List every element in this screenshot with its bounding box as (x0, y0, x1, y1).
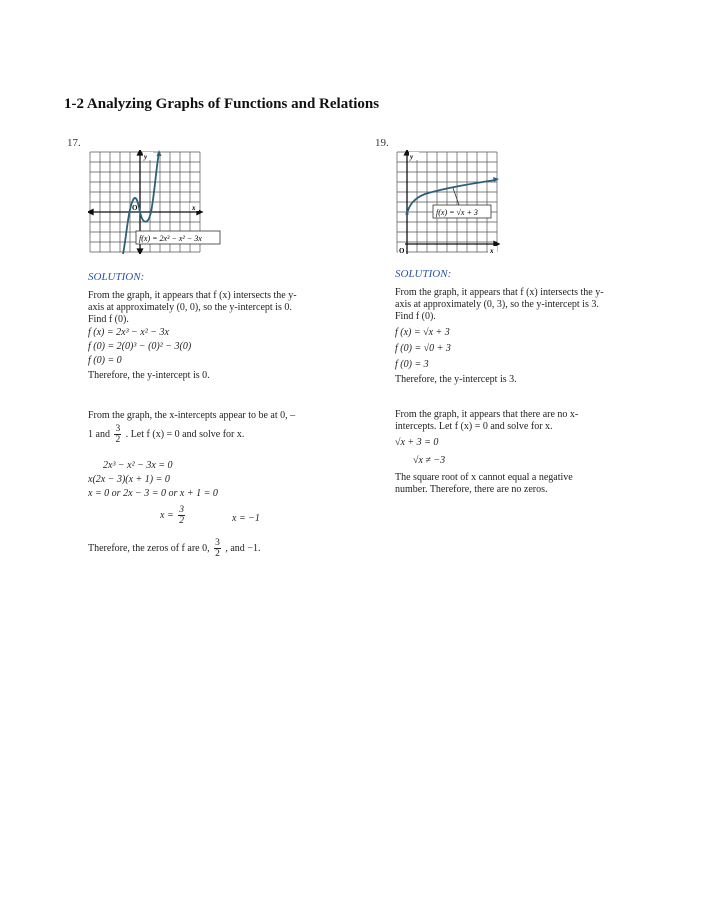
problem-19-yint-conclusion: Therefore, the y-intercept is 3. (395, 374, 517, 385)
zeros-pre: Therefore, the zeros of f are 0, (88, 542, 210, 554)
zeros-post: , and −1. (225, 542, 261, 554)
step-4-pre: x = (160, 509, 174, 521)
graph-x-label: x (490, 247, 494, 255)
problem-17-solution-label: SOLUTION: (88, 271, 145, 283)
problem-19-eq3: f (0) = 3 (395, 359, 429, 370)
problem-19-solution-label: SOLUTION: (395, 268, 452, 280)
xint-text-2-pre: 1 and (88, 428, 110, 440)
problem-19-xint-text-2: intercepts. Let f (x) = 0 and solve for x. (395, 421, 553, 432)
graph-y-label: y (410, 153, 414, 161)
graph-y-label: y (144, 153, 148, 161)
graph-origin-label: O (132, 204, 138, 212)
problem-19-yint-text-2: axis at approximately (0, 3), so the y-intercept is 3. (395, 299, 599, 310)
problem-17-yint-text-1: From the graph, it appears that f (x) intersects the y- (88, 290, 297, 301)
problem-19-yint-text-1: From the graph, it appears that f (x) intersects the y- (395, 287, 604, 298)
fraction-three-halves: $\frac{3}{2}$ (215, 538, 220, 559)
problem-17-xint-text-2 (88, 424, 244, 445)
problem-19-note-2: number. Therefore, there are no zeros. (395, 484, 548, 495)
page-title: 1-2 Analyzing Graphs of Functions and Relations (64, 96, 380, 112)
problem-17-zeros-conclusion (88, 538, 260, 559)
graph-origin-label: O (399, 247, 405, 255)
problem-19-find: Find f (0). (395, 311, 436, 322)
graph-x-label: x (192, 204, 196, 212)
problem-19-step-1: √x + 3 = 0 (395, 437, 439, 448)
problem-17-step-4 (160, 505, 187, 526)
problem-17-yint-conclusion: Therefore, the y-intercept is 0. (88, 370, 210, 381)
problem-17-step-3: x = 0 or 2x − 3 = 0 or x + 1 = 0 (88, 488, 218, 499)
problem-17-step-4-right: x = −1 (232, 513, 260, 524)
function-label: f(x) = √x + 3 (436, 208, 478, 217)
problem-17-graph (88, 150, 222, 254)
problem-19-step-2: √x ≠ −3 (413, 455, 446, 466)
problem-17-step-1: 2x³ − x² − 3x = 0 (103, 460, 173, 471)
problem-17-number: 17. (67, 137, 81, 149)
function-label: f(x) = 2x³ − x² − 3x (139, 234, 202, 243)
problem-17-eq1: f (x) = 2x³ − x² − 3x (88, 327, 169, 338)
problem-17-yint-text-2: axis at approximately (0, 0), so the y-intercept is 0. (88, 302, 292, 313)
fraction-three-halves: $\frac{3}{2}$ (179, 505, 184, 526)
problem-19-note-1: The square root of x cannot equal a negative (395, 472, 573, 483)
xint-text-2-post: . Let f (x) = 0 and solve for x. (125, 428, 245, 440)
problem-17-step-2: x(2x − 3)(x + 1) = 0 (88, 474, 170, 485)
problem-19-eq2: f (0) = √0 + 3 (395, 343, 451, 354)
problem-19-eq1: f (x) = √x + 3 (395, 327, 450, 338)
problem-19-number: 19. (375, 137, 389, 149)
problem-17-find: Find f (0). (88, 314, 129, 325)
fraction-three-halves: $\frac{3}{2}$ (115, 424, 121, 445)
problem-19-xint-text-1: From the graph, it appears that there are no x- (395, 409, 579, 420)
problem-17-xint-text-1: From the graph, the x-intercepts appear to be at 0, – (88, 410, 296, 421)
problem-17-eq2: f (0) = 2(0)³ − (0)² − 3(0) (88, 341, 192, 352)
problem-17-eq3: f (0) = 0 (88, 355, 122, 366)
problem-19-graph (395, 150, 501, 256)
